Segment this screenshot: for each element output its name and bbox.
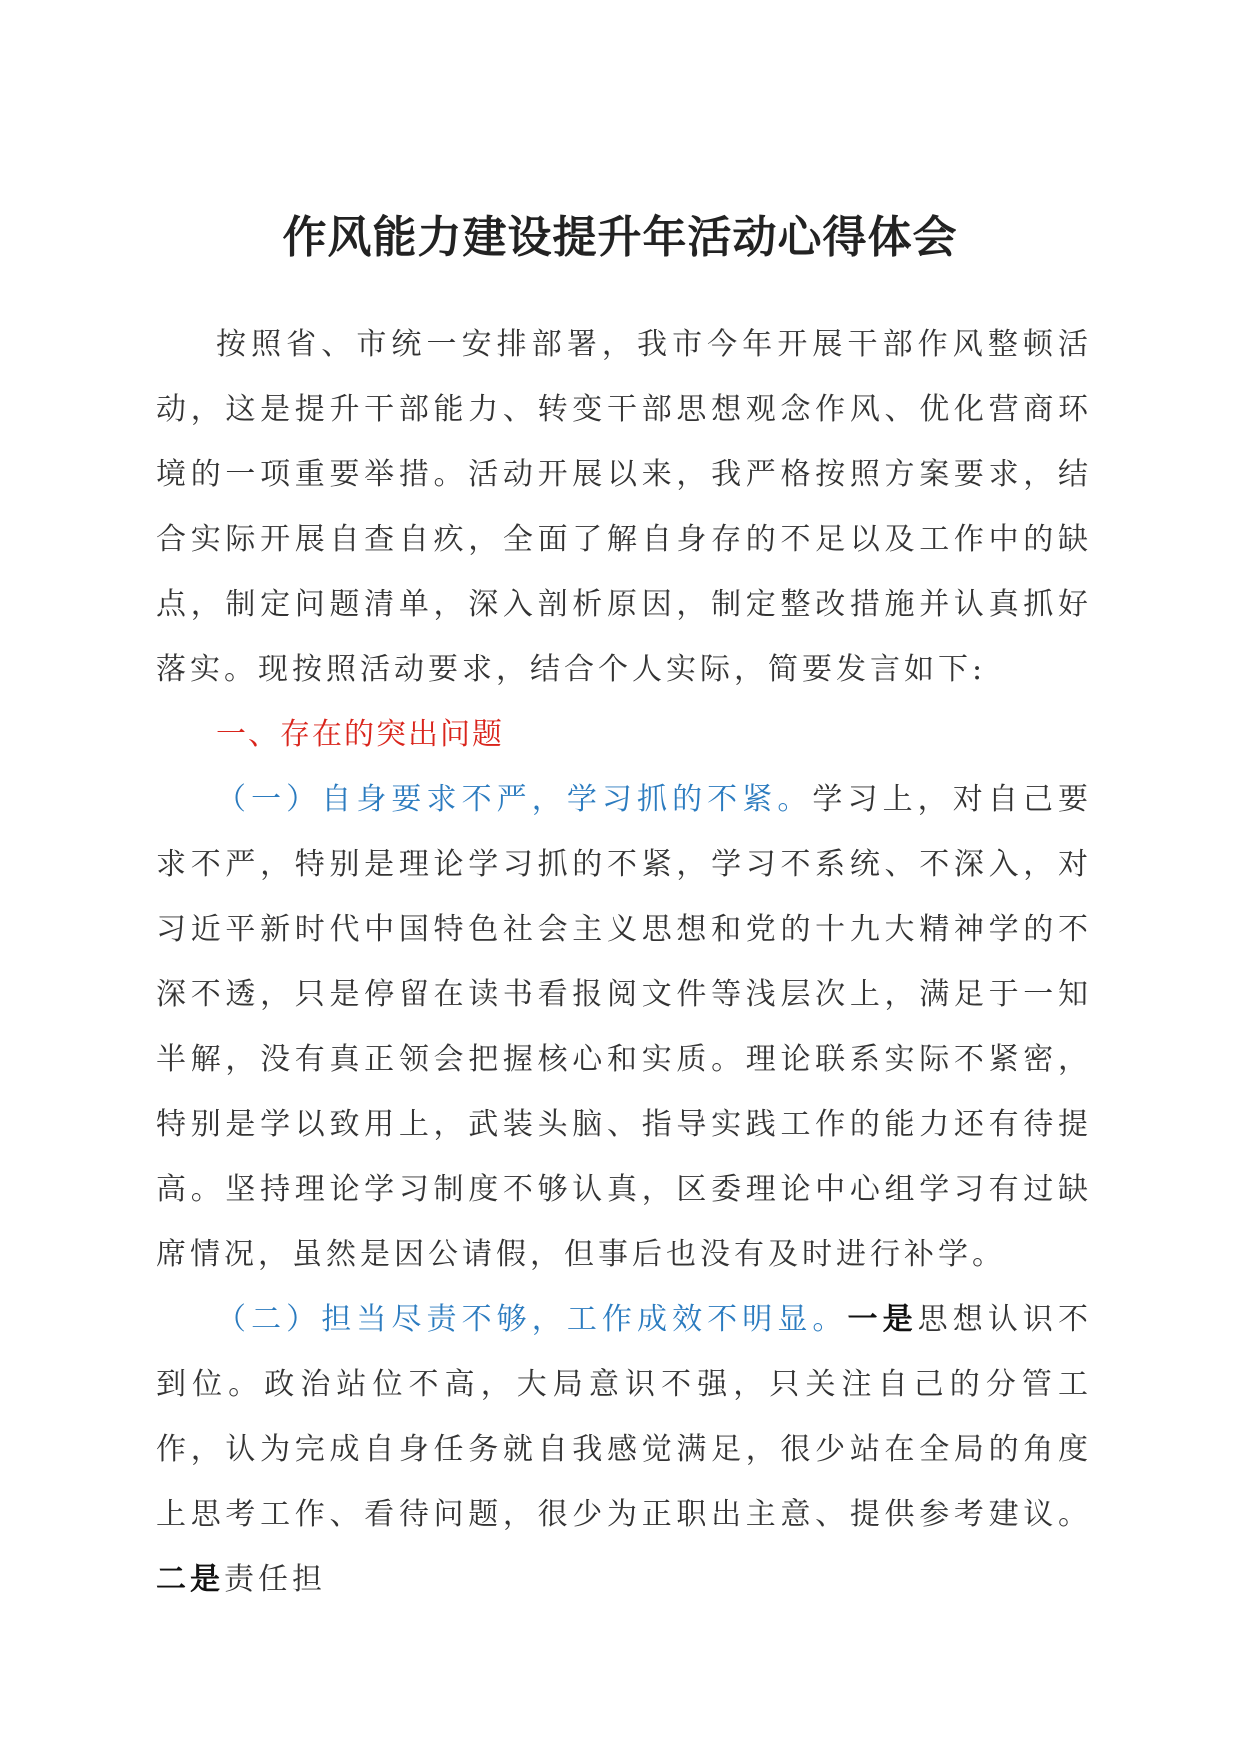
document-title: 作风能力建设提升年活动心得体会 (282, 212, 958, 263)
subsection-1-title: （一）自身要求不严，学习抓的不紧。 (216, 782, 813, 817)
subsection-2-lead-1: 一是 (847, 1302, 918, 1337)
subsection-1-paragraph (156, 767, 1092, 1287)
subsection-2-title: （二）担当尽责不够，工作成效不明显。 (216, 1302, 848, 1337)
subsection-1-text: 学习上，对自己要求不严，特别是理论学习抓的不紧，学习不系统、不深入，对习近平新时代中国特色社会主义思想和党的十九大精神学的不深不透，只是停留在读书看报阅文件等浅层次上，满足于一知半解，没有真正领会把握核心和实质。理论联系实际不紧密，特别是学以致用上，武装头脑、指导实践工作的能力还有待提高。坚持理论学习制度不够认真，区委理论中心组学习有过缺席情况，虽然是因公请假，但事后也没有及时进行补学。 (156, 782, 1093, 1272)
subsection-2-text-2: 责任担 (224, 1562, 326, 1597)
section-heading-problems: 一、存在的突出问题 (216, 717, 504, 752)
intro-paragraph: 按照省、市统一安排部署，我市今年开展干部作风整顿活动，这是提升干部能力、转变干部思想观念作风、优化营商环境的一项重要举措。活动开展以来，我严格按照方案要求，结合实际开展自查自疚，全面了解自身存的不足以及工作中的缺点，制定问题清单，深入剖析原因，制定整改措施并认真抓好落实。现按照活动要求，结合个人实际，简要发言如下: (156, 327, 1092, 687)
document-body (156, 312, 1092, 1612)
subsection-2-lead-2: 二是 (156, 1562, 224, 1597)
subsection-2-text-1: 思想认识不到位。政治站位不高，大局意识不强，只关注自己的分管工作，认为完成自身任务就自我感觉满足，很少站在全局的角度上思考工作、看待问题，很少为正职出主意、提供参考建议。 (156, 1302, 1093, 1532)
subsection-2-paragraph (156, 1287, 1092, 1612)
